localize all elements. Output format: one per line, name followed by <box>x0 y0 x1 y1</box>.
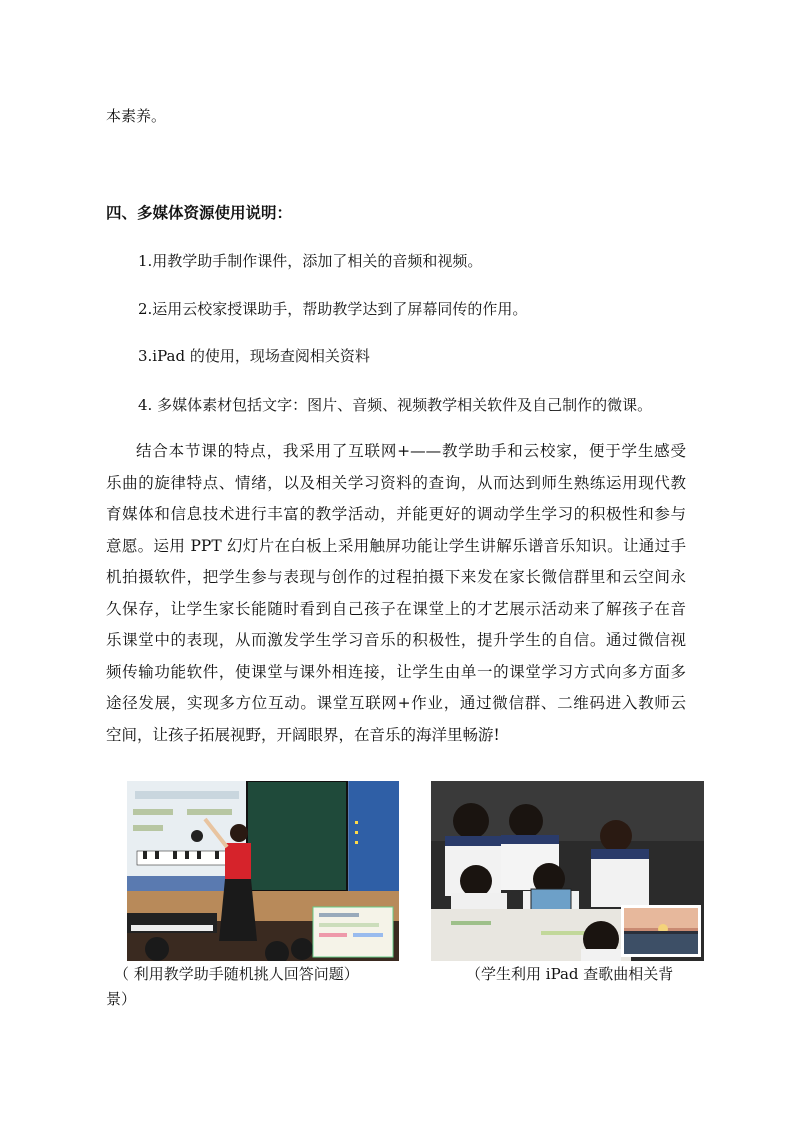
list-item: 4. 多媒体素材包括文字：图片、音频、视频教学相关软件及自己制作的微课。 <box>138 396 653 414</box>
paragraph-line: 机拍摄软件，把学生参与表现与创作的过程拍摄下来发在家长微信群里和云空间永 <box>106 568 686 586</box>
paragraph-line: 乐课堂中的表现，从而激发学生学习音乐的积极性，提升学生的自信。通过微信视 <box>106 631 686 649</box>
top-fragment: 本素养。 <box>106 107 167 125</box>
paragraph-line: 乐曲的旋律特点、情绪，以及相关学习资料的查询，从而达到师生熟练运用现代教 <box>106 473 686 492</box>
photo-caption-right: （学生利用 iPad 查歌曲相关背 <box>466 965 674 983</box>
paragraph-line: 久保存，让学生家长能随时看到自己孩子在课堂上的才艺展示活动来了解孩子在音 <box>106 599 686 618</box>
body-paragraph <box>106 436 686 751</box>
list-item: 1.用教学助手制作课件，添加了相关的音频和视频。 <box>138 252 483 270</box>
photo-caption-left: （ 利用教学助手随机挑人回答问题） <box>114 965 359 983</box>
list-item: 2.运用云校家授课助手，帮助教学达到了屏幕同传的作用。 <box>138 300 528 318</box>
paragraph-line: 结合本节课的特点，我采用了互联网+——教学助手和云校家，便于学生感受 <box>136 442 686 460</box>
photo-caption-right-continued: 景） <box>106 990 137 1008</box>
section-heading: 四、多媒体资源使用说明： <box>106 204 293 222</box>
paragraph-line: 途径发展，实现多方位互动。课堂互联网+作业，通过微信群、二维码进入教师云 <box>106 694 686 712</box>
paragraph-line: 空间，让孩子拓展视野，开阔眼界，在音乐的海洋里畅游! <box>106 725 500 744</box>
classroom-photo-ipad <box>431 781 704 961</box>
paragraph-line: 意愿。运用 PPT 幻灯片在白板上采用触屏功能让学生讲解乐谱音乐知识。让通过手 <box>106 536 686 555</box>
list-item: 3.iPad 的使用，现场查阅相关资料 <box>138 347 370 365</box>
classroom-photo-teacher <box>127 781 399 961</box>
paragraph-line: 频传输功能软件，使课堂与课外相连接，让学生由单一的课堂学习方式向多方面多 <box>106 662 686 681</box>
paragraph-line: 育媒体和信息技术进行丰富的教学活动，并能更好的调动学生学习的积极性和参与 <box>106 505 686 523</box>
